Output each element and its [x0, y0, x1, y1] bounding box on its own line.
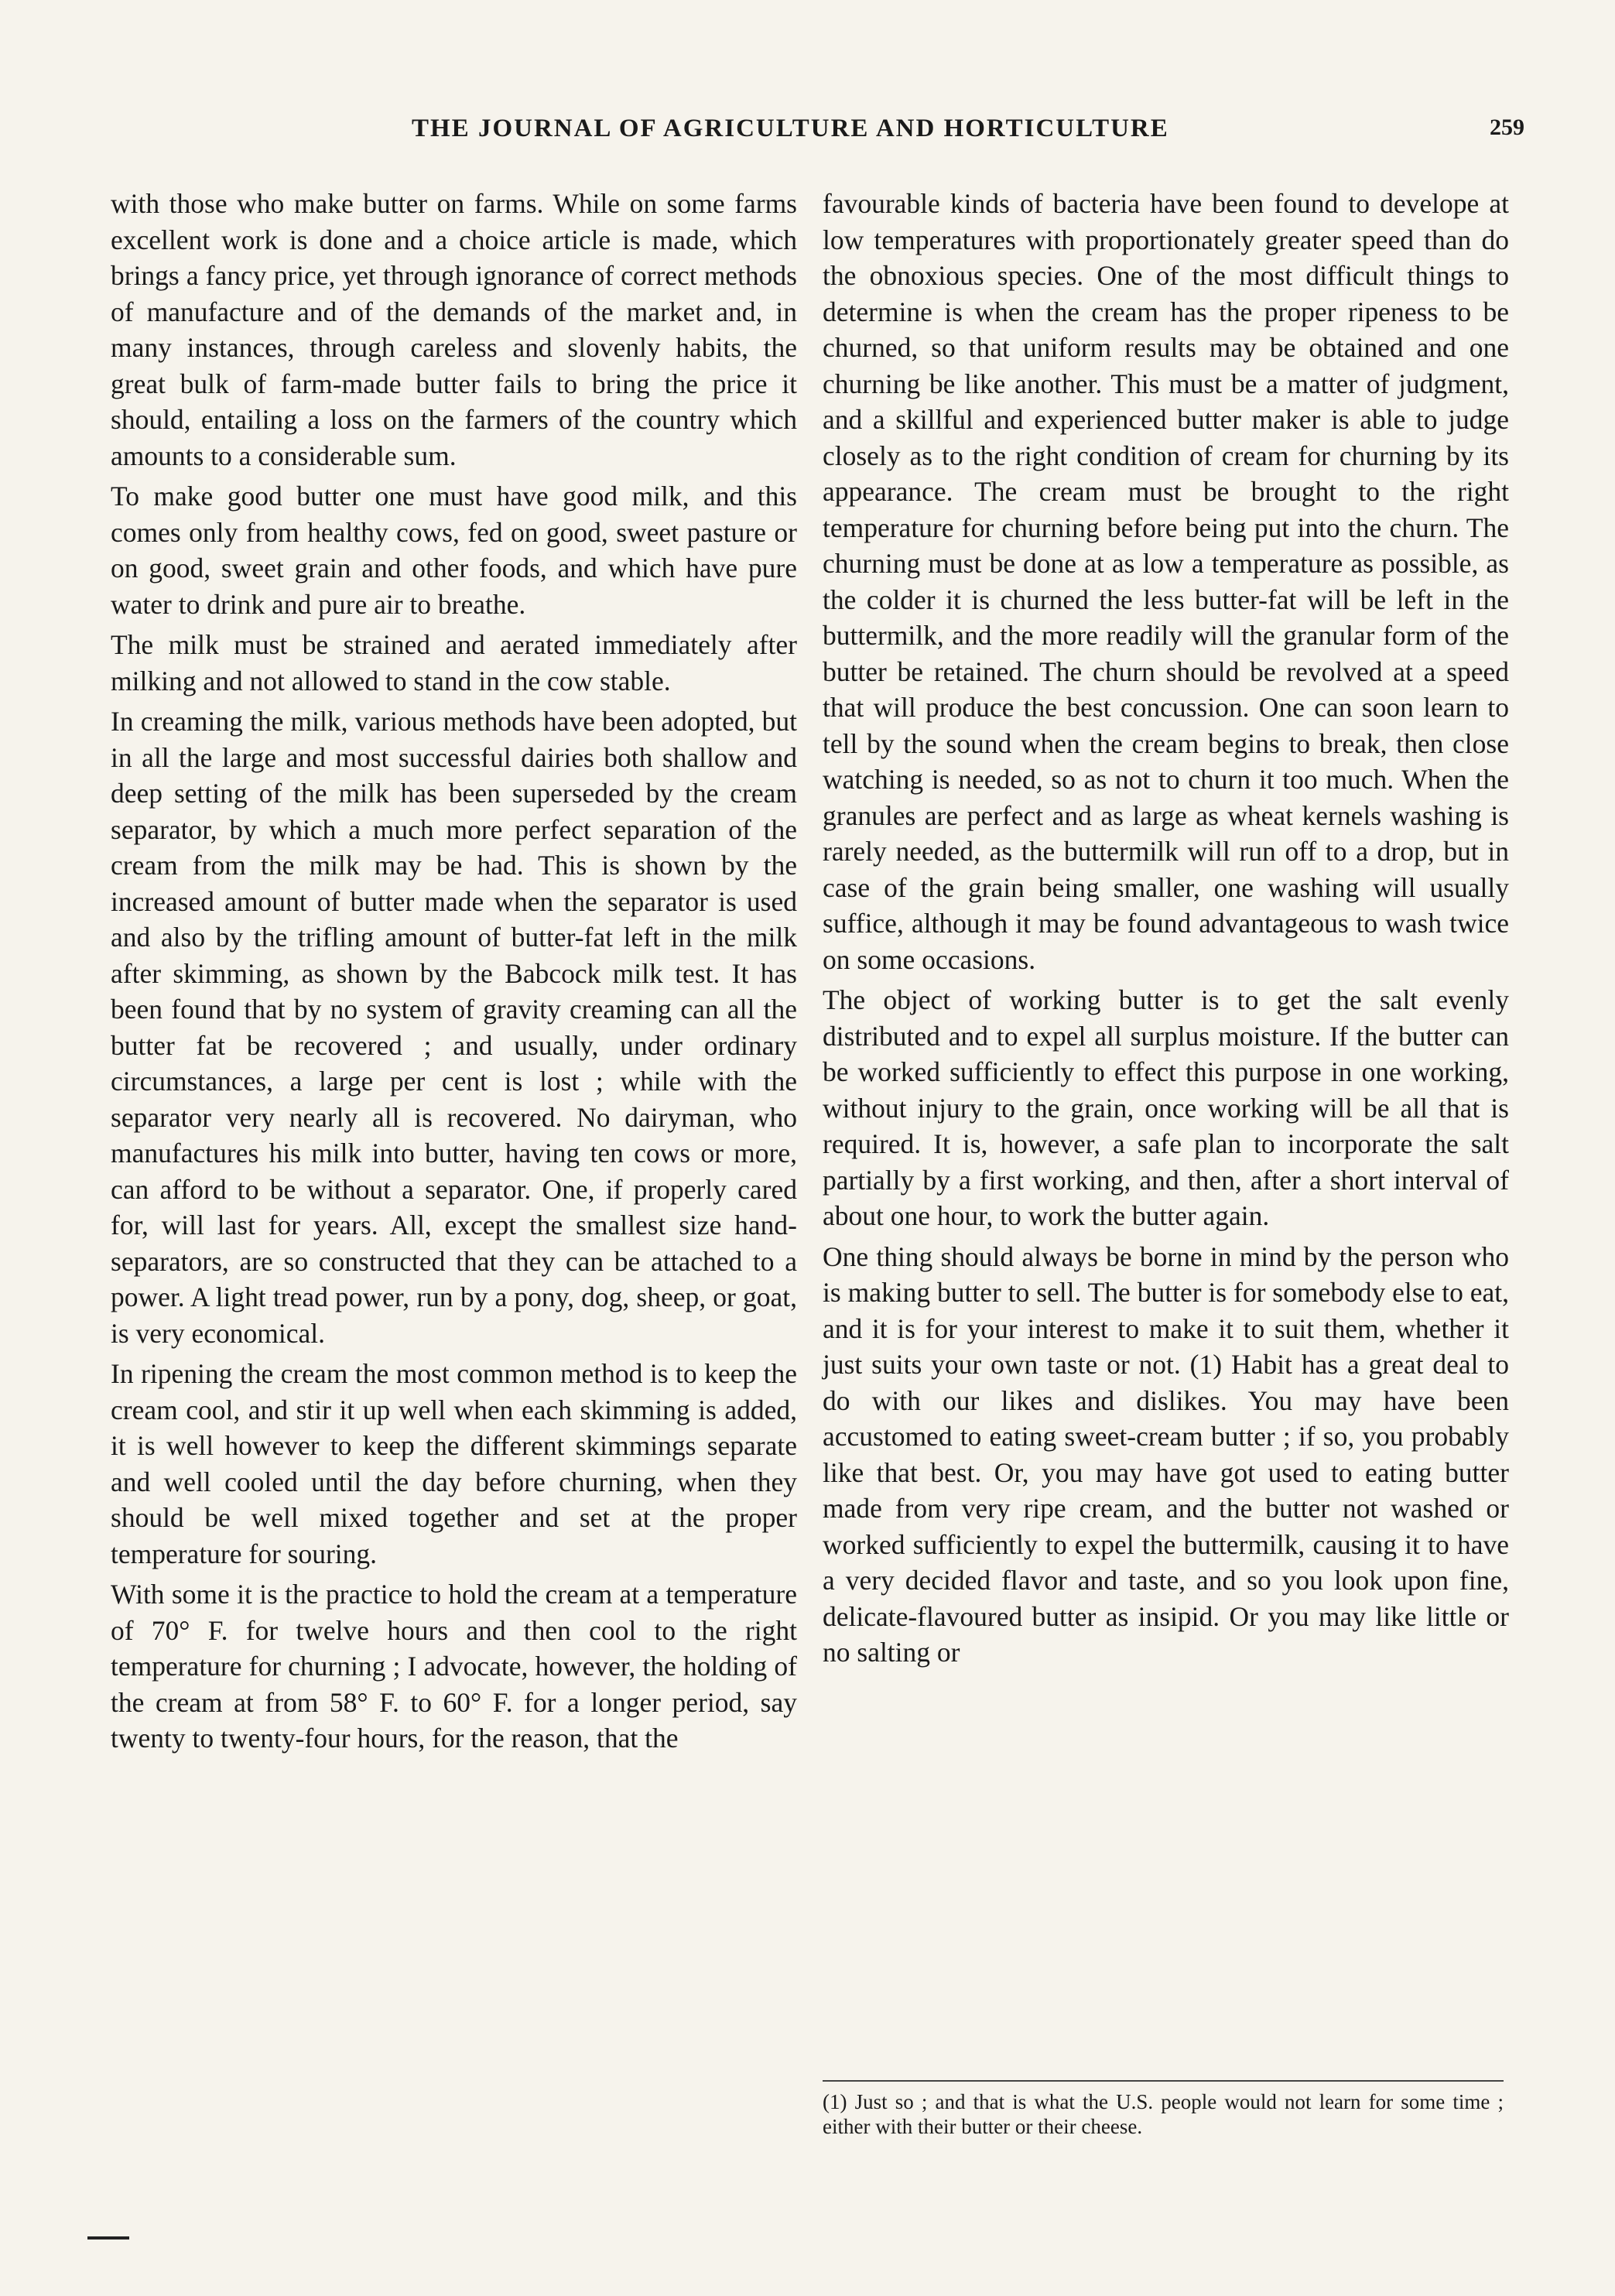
- left-column: [111, 186, 797, 1757]
- paragraph: The milk must be strained and aerated immediately after milking and not allowed to stand in the cow stable.: [111, 629, 797, 696]
- print-mark: [87, 2236, 129, 2240]
- paragraph: To make good butter one must have good milk, and this comes only from healthy cows, fed on good, sweet pasture or on good, sweet grain and other foods, and which have pure water to drink and pure air to breathe.: [111, 481, 797, 620]
- paragraph: with those who make butter on farms. While on some farms excellent work is done and a choice article is made, which brings a fancy price, yet through ignorance of correct methods of manufacture and of the demands of the market and, in many instances, through careless and slovenly habits, the great bulk of farm-made butter fails to bring the price it should, entailing a loss on the farmers of the country which amounts to a considerable sum.: [111, 188, 797, 471]
- paragraph: The object of working butter is to get the salt evenly distributed and to expel all surplus moisture. If the butter can be worked sufficiently to effect this purpose in one working, without injury to the grain, once working will be all that is required. It is, however, a safe plan to incorporate the salt partially by a first working, and then, after a short interval of about one hour, to work the butter again.: [823, 984, 1509, 1231]
- paragraph: In creaming the milk, various methods have been adopted, but in all the large and most successful dairies both shallow and deep setting of the milk has been superseded by the cream separator, by which a much more perfect separation of the cream from the milk may be had. This is shown by the increased amount of butter made when the separator is used and also by the trifling amount of butter-fat left in the milk after skimming, as shown by the Babcock milk test. It has been found that by no system of gravity creaming can all the butter fat be recovered ; and usually, under ordinary circumstances, a large per cent is lost ; while with the separator very nearly all is recovered. No dairyman, who manufactures his milk into butter, having ten cows or more, can afford to be without a separator. One, if properly cared for, will last for years. All, except the smallest size hand-separators, are so constructed that they can be attached to a power. A light tread power, run by a pony, dog, sheep, or goat, is very economical.: [111, 706, 797, 1349]
- right-column: [823, 186, 1509, 1671]
- page-number: 259: [1490, 115, 1524, 140]
- running-title: THE JOURNAL OF AGRICULTURE AND HORTICULTURE: [412, 115, 1169, 142]
- paragraph: One thing should always be borne in mind by the person who is making butter to sell. The butter is for somebody else to eat, and it is for your interest to make it to suit them, whether it just suits your own taste or not. (1) Habit has a great deal to do with our likes and dislikes. You may have been accustomed to eating sweet-cream butter ; if so, you probably like that best. Or, you may have got used to eating butter made from very ripe cream, and the butter not washed or worked sufficiently to expel the buttermilk, causing it to have a very decided flavor and taste, and so you look upon fine, delicate-flavoured butter as insipid. Or you may like little or no salting or: [823, 1240, 1509, 1668]
- paragraph: With some it is the practice to hold the cream at a temperature of 70° F. for twelve hours and then cool to the right temperature for churning ; I advocate, however, the holding of the cream at from 58° F. to 60° F. for a longer period, say twenty to twenty-four hours, for the reason, that the: [111, 1579, 797, 1754]
- running-header: [108, 115, 1524, 161]
- paragraph: favourable kinds of bacteria have been found to develope at low temperatures with proportionately greater speed than do the obnoxious species. One of the most difficult things to determine is when the cream has the proper ripeness to be churned, so that uniform results may be obtained and one churning be like another. This must be a matter of judgment, and a skillful and experienced butter maker is able to judge closely as to the right condition of cream for churning by its appearance. The cream must be brought to the right temperature for churning before being put into the churn. The churning must be done at as low a temperature as possible, as the colder it is churned the less butter-fat will be left in the buttermilk, and the more readily will the granular form of the butter be retained. The churn should be revolved at a speed that will produce the best concussion. One can soon learn to tell by the sound when the cream begins to break, then close watching is needed, so as not to churn it too much. When the granules are perfect and as large as wheat kernels washing is rarely needed, as the buttermilk will run off to a drop, but in case of the grain being smaller, one washing will usually suffice, although it may be found advantageous to wash twice on some occasions.: [823, 188, 1509, 975]
- footnote: (1) Just so ; and that is what the U.S. people would not learn for some time ; either with their butter or their cheese.: [823, 2090, 1504, 2138]
- paragraph: In ripening the cream the most common method is to keep the cream cool, and stir it up well when each skimming is added, it is well however to keep the different skimmings separate and well cooled until the day before churning, when they should be well mixed together and set at the proper temperature for souring.: [111, 1358, 797, 1569]
- footnote-divider: [823, 2080, 1504, 2082]
